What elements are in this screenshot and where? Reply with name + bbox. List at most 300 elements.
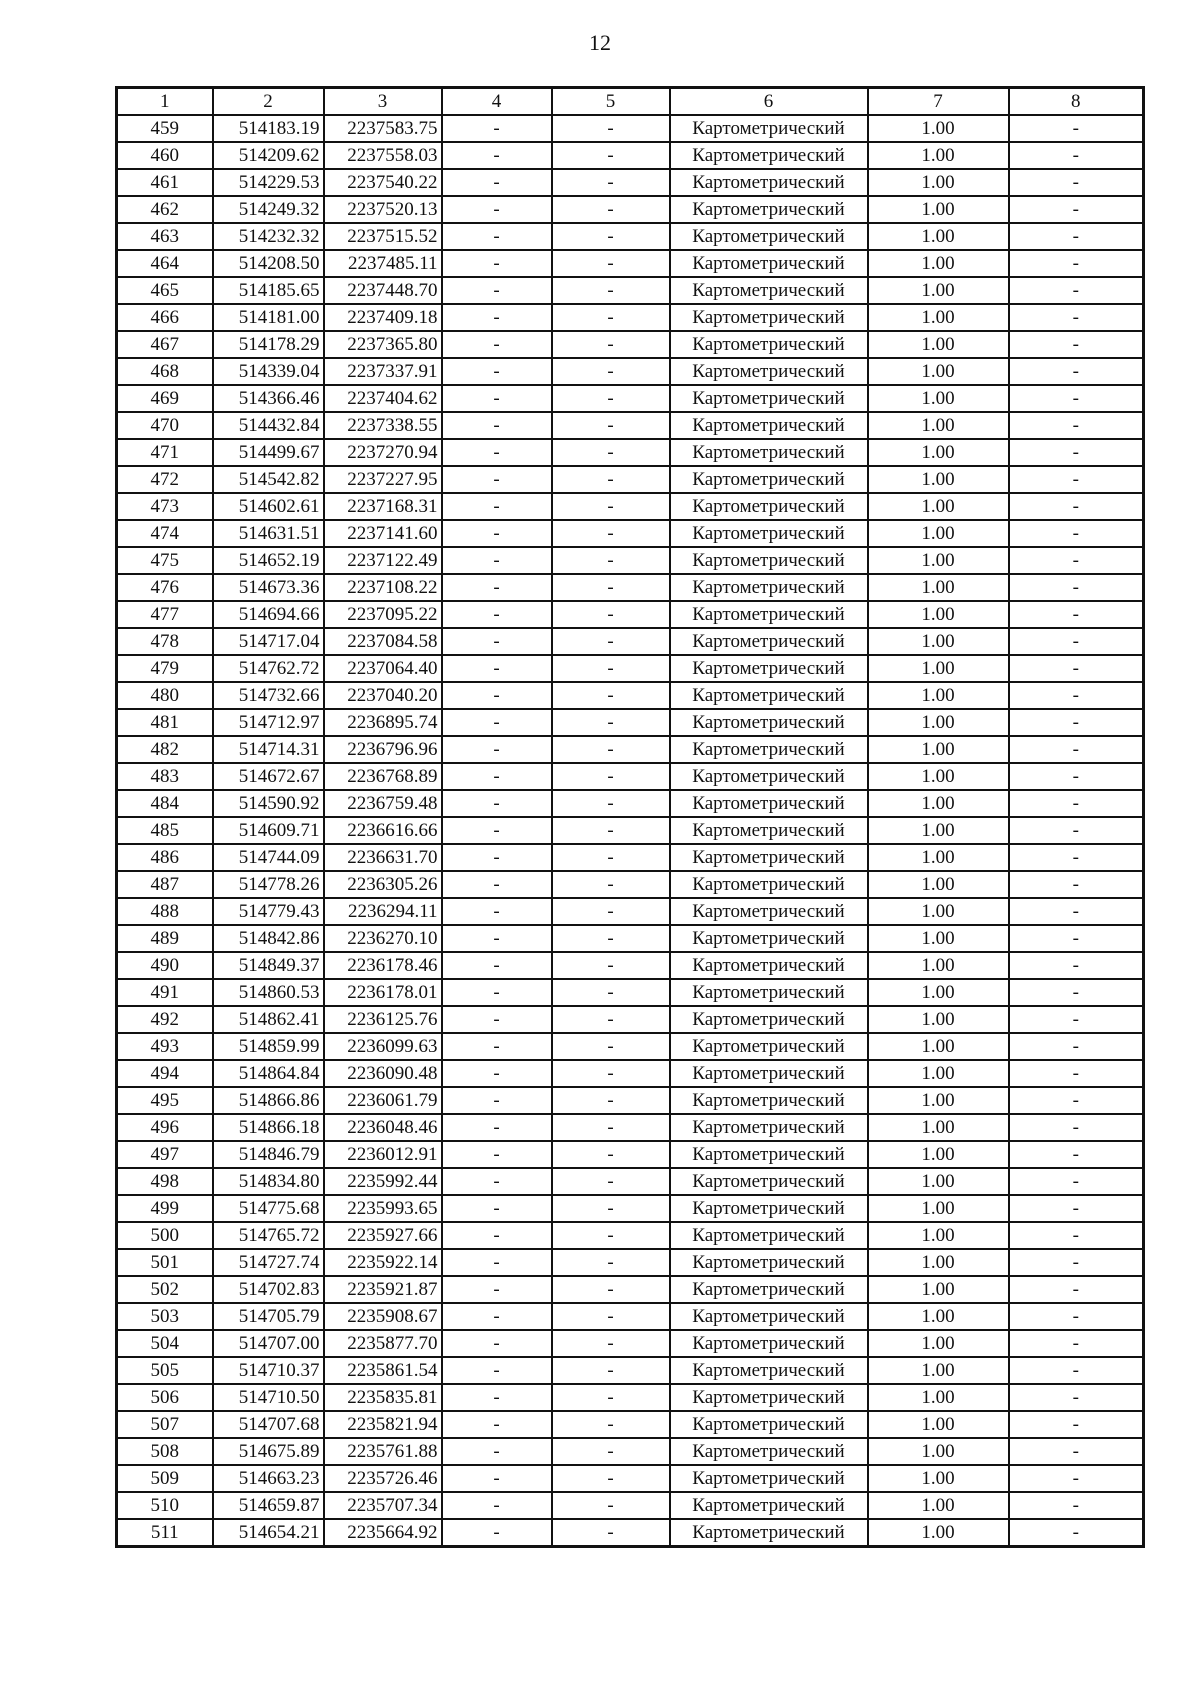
table-row xyxy=(117,1060,1144,1087)
col5-cell: - xyxy=(552,1087,670,1114)
col8-cell: - xyxy=(1009,655,1144,682)
header-cell-3: 3 xyxy=(324,88,442,116)
x-coordinate-cell: 514702.83 xyxy=(213,1276,324,1303)
accuracy-cell: 1.00 xyxy=(868,1249,1009,1276)
method-cell: Картометрический xyxy=(670,1141,868,1168)
y-coordinate-cell: 2236768.89 xyxy=(324,763,442,790)
point-number-cell: 494 xyxy=(117,1060,213,1087)
method-cell: Картометрический xyxy=(670,1168,868,1195)
y-coordinate-cell: 2236125.76 xyxy=(324,1006,442,1033)
table-row xyxy=(117,277,1144,304)
col8-cell: - xyxy=(1009,1114,1144,1141)
table-row xyxy=(117,250,1144,277)
accuracy-cell: 1.00 xyxy=(868,142,1009,169)
y-coordinate-cell: 2235861.54 xyxy=(324,1357,442,1384)
y-coordinate-cell: 2237122.49 xyxy=(324,547,442,574)
x-coordinate-cell: 514778.26 xyxy=(213,871,324,898)
accuracy-cell: 1.00 xyxy=(868,1168,1009,1195)
col4-cell: - xyxy=(442,1465,552,1492)
col8-cell: - xyxy=(1009,1168,1144,1195)
point-number-cell: 469 xyxy=(117,385,213,412)
table-row xyxy=(117,763,1144,790)
col8-cell: - xyxy=(1009,520,1144,547)
accuracy-cell: 1.00 xyxy=(868,871,1009,898)
table-row xyxy=(117,1249,1144,1276)
col5-cell: - xyxy=(552,196,670,223)
y-coordinate-cell: 2236631.70 xyxy=(324,844,442,871)
table-row xyxy=(117,574,1144,601)
col4-cell: - xyxy=(442,250,552,277)
col5-cell: - xyxy=(552,223,670,250)
col5-cell: - xyxy=(552,925,670,952)
table-row xyxy=(117,682,1144,709)
x-coordinate-cell: 514672.67 xyxy=(213,763,324,790)
col8-cell: - xyxy=(1009,142,1144,169)
x-coordinate-cell: 514705.79 xyxy=(213,1303,324,1330)
method-cell: Картометрический xyxy=(670,1249,868,1276)
table-row xyxy=(117,1276,1144,1303)
accuracy-cell: 1.00 xyxy=(868,466,1009,493)
col5-cell: - xyxy=(552,655,670,682)
x-coordinate-cell: 514366.46 xyxy=(213,385,324,412)
x-coordinate-cell: 514602.61 xyxy=(213,493,324,520)
method-cell: Картометрический xyxy=(670,439,868,466)
table-row xyxy=(117,1222,1144,1249)
x-coordinate-cell: 514663.23 xyxy=(213,1465,324,1492)
table-row xyxy=(117,1465,1144,1492)
method-cell: Картометрический xyxy=(670,1276,868,1303)
y-coordinate-cell: 2237141.60 xyxy=(324,520,442,547)
accuracy-cell: 1.00 xyxy=(868,169,1009,196)
method-cell: Картометрический xyxy=(670,574,868,601)
point-number-cell: 509 xyxy=(117,1465,213,1492)
point-number-cell: 482 xyxy=(117,736,213,763)
col5-cell: - xyxy=(552,1006,670,1033)
y-coordinate-cell: 2236061.79 xyxy=(324,1087,442,1114)
method-cell: Картометрический xyxy=(670,196,868,223)
x-coordinate-cell: 514707.68 xyxy=(213,1411,324,1438)
table-row xyxy=(117,1168,1144,1195)
col4-cell: - xyxy=(442,1249,552,1276)
y-coordinate-cell: 2237485.11 xyxy=(324,250,442,277)
col4-cell: - xyxy=(442,817,552,844)
y-coordinate-cell: 2237448.70 xyxy=(324,277,442,304)
col4-cell: - xyxy=(442,979,552,1006)
y-coordinate-cell: 2237365.80 xyxy=(324,331,442,358)
y-coordinate-cell: 2236759.48 xyxy=(324,790,442,817)
method-cell: Картометрический xyxy=(670,547,868,574)
col8-cell: - xyxy=(1009,898,1144,925)
y-coordinate-cell: 2237227.95 xyxy=(324,466,442,493)
col8-cell: - xyxy=(1009,1249,1144,1276)
y-coordinate-cell: 2235664.92 xyxy=(324,1519,442,1547)
method-cell: Картометрический xyxy=(670,169,868,196)
col5-cell: - xyxy=(552,1276,670,1303)
accuracy-cell: 1.00 xyxy=(868,736,1009,763)
table-row xyxy=(117,1141,1144,1168)
col8-cell: - xyxy=(1009,331,1144,358)
method-cell: Картометрический xyxy=(670,1303,868,1330)
point-number-cell: 480 xyxy=(117,682,213,709)
x-coordinate-cell: 514775.68 xyxy=(213,1195,324,1222)
method-cell: Картометрический xyxy=(670,1465,868,1492)
table-row xyxy=(117,331,1144,358)
col5-cell: - xyxy=(552,736,670,763)
point-number-cell: 459 xyxy=(117,115,213,142)
col8-cell: - xyxy=(1009,1384,1144,1411)
method-cell: Картометрический xyxy=(670,682,868,709)
x-coordinate-cell: 514232.32 xyxy=(213,223,324,250)
col4-cell: - xyxy=(442,331,552,358)
col4-cell: - xyxy=(442,1222,552,1249)
table-row xyxy=(117,385,1144,412)
accuracy-cell: 1.00 xyxy=(868,520,1009,547)
point-number-cell: 483 xyxy=(117,763,213,790)
method-cell: Картометрический xyxy=(670,952,868,979)
method-cell: Картометрический xyxy=(670,223,868,250)
table-row xyxy=(117,709,1144,736)
table-row xyxy=(117,547,1144,574)
accuracy-cell: 1.00 xyxy=(868,1519,1009,1547)
col5-cell: - xyxy=(552,763,670,790)
accuracy-cell: 1.00 xyxy=(868,439,1009,466)
table-row xyxy=(117,844,1144,871)
accuracy-cell: 1.00 xyxy=(868,682,1009,709)
table-row xyxy=(117,1438,1144,1465)
x-coordinate-cell: 514834.80 xyxy=(213,1168,324,1195)
table-body xyxy=(117,115,1144,1547)
col8-cell: - xyxy=(1009,574,1144,601)
x-coordinate-cell: 514694.66 xyxy=(213,601,324,628)
x-coordinate-cell: 514710.37 xyxy=(213,1357,324,1384)
method-cell: Картометрический xyxy=(670,655,868,682)
table-row xyxy=(117,1087,1144,1114)
col5-cell: - xyxy=(552,817,670,844)
point-number-cell: 481 xyxy=(117,709,213,736)
col5-cell: - xyxy=(552,682,670,709)
table-row xyxy=(117,1114,1144,1141)
col4-cell: - xyxy=(442,466,552,493)
y-coordinate-cell: 2236048.46 xyxy=(324,1114,442,1141)
method-cell: Картометрический xyxy=(670,358,868,385)
y-coordinate-cell: 2235993.65 xyxy=(324,1195,442,1222)
y-coordinate-cell: 2235922.14 xyxy=(324,1249,442,1276)
point-number-cell: 487 xyxy=(117,871,213,898)
method-cell: Картометрический xyxy=(670,709,868,736)
y-coordinate-cell: 2236099.63 xyxy=(324,1033,442,1060)
col5-cell: - xyxy=(552,1330,670,1357)
x-coordinate-cell: 514779.43 xyxy=(213,898,324,925)
col5-cell: - xyxy=(552,1465,670,1492)
col5-cell: - xyxy=(552,898,670,925)
point-number-cell: 492 xyxy=(117,1006,213,1033)
header-row xyxy=(117,88,1144,116)
col4-cell: - xyxy=(442,1303,552,1330)
point-number-cell: 477 xyxy=(117,601,213,628)
x-coordinate-cell: 514859.99 xyxy=(213,1033,324,1060)
point-number-cell: 510 xyxy=(117,1492,213,1519)
col5-cell: - xyxy=(552,1249,670,1276)
point-number-cell: 508 xyxy=(117,1438,213,1465)
method-cell: Картометрический xyxy=(670,412,868,439)
y-coordinate-cell: 2235835.81 xyxy=(324,1384,442,1411)
col5-cell: - xyxy=(552,439,670,466)
y-coordinate-cell: 2236270.10 xyxy=(324,925,442,952)
col4-cell: - xyxy=(442,790,552,817)
col5-cell: - xyxy=(552,1168,670,1195)
method-cell: Картометрический xyxy=(670,331,868,358)
col8-cell: - xyxy=(1009,1465,1144,1492)
point-number-cell: 467 xyxy=(117,331,213,358)
col8-cell: - xyxy=(1009,412,1144,439)
col5-cell: - xyxy=(552,601,670,628)
x-coordinate-cell: 514673.36 xyxy=(213,574,324,601)
method-cell: Картометрический xyxy=(670,736,868,763)
x-coordinate-cell: 514542.82 xyxy=(213,466,324,493)
col8-cell: - xyxy=(1009,547,1144,574)
y-coordinate-cell: 2237520.13 xyxy=(324,196,442,223)
point-number-cell: 511 xyxy=(117,1519,213,1547)
col5-cell: - xyxy=(552,1195,670,1222)
col8-cell: - xyxy=(1009,169,1144,196)
y-coordinate-cell: 2235992.44 xyxy=(324,1168,442,1195)
x-coordinate-cell: 514499.67 xyxy=(213,439,324,466)
accuracy-cell: 1.00 xyxy=(868,493,1009,520)
col5-cell: - xyxy=(552,385,670,412)
x-coordinate-cell: 514714.31 xyxy=(213,736,324,763)
col5-cell: - xyxy=(552,304,670,331)
accuracy-cell: 1.00 xyxy=(868,1411,1009,1438)
accuracy-cell: 1.00 xyxy=(868,1330,1009,1357)
table-row xyxy=(117,898,1144,925)
y-coordinate-cell: 2237108.22 xyxy=(324,574,442,601)
col8-cell: - xyxy=(1009,304,1144,331)
col4-cell: - xyxy=(442,412,552,439)
page-number: 12 xyxy=(589,30,611,55)
accuracy-cell: 1.00 xyxy=(868,601,1009,628)
method-cell: Картометрический xyxy=(670,1438,868,1465)
accuracy-cell: 1.00 xyxy=(868,952,1009,979)
accuracy-cell: 1.00 xyxy=(868,1060,1009,1087)
x-coordinate-cell: 514590.92 xyxy=(213,790,324,817)
x-coordinate-cell: 514849.37 xyxy=(213,952,324,979)
col5-cell: - xyxy=(552,871,670,898)
header-cell-7: 7 xyxy=(868,88,1009,116)
col8-cell: - xyxy=(1009,277,1144,304)
col8-cell: - xyxy=(1009,493,1144,520)
point-number-cell: 507 xyxy=(117,1411,213,1438)
x-coordinate-cell: 514654.21 xyxy=(213,1519,324,1547)
table-header xyxy=(117,88,1144,116)
col5-cell: - xyxy=(552,1303,670,1330)
method-cell: Картометрический xyxy=(670,304,868,331)
accuracy-cell: 1.00 xyxy=(868,817,1009,844)
col4-cell: - xyxy=(442,844,552,871)
x-coordinate-cell: 514183.19 xyxy=(213,115,324,142)
col8-cell: - xyxy=(1009,1330,1144,1357)
x-coordinate-cell: 514181.00 xyxy=(213,304,324,331)
table-row xyxy=(117,115,1144,142)
point-number-cell: 474 xyxy=(117,520,213,547)
x-coordinate-cell: 514432.84 xyxy=(213,412,324,439)
col5-cell: - xyxy=(552,412,670,439)
point-number-cell: 464 xyxy=(117,250,213,277)
point-number-cell: 466 xyxy=(117,304,213,331)
x-coordinate-cell: 514846.79 xyxy=(213,1141,324,1168)
table-row xyxy=(117,817,1144,844)
point-number-cell: 488 xyxy=(117,898,213,925)
accuracy-cell: 1.00 xyxy=(868,979,1009,1006)
col8-cell: - xyxy=(1009,1357,1144,1384)
x-coordinate-cell: 514631.51 xyxy=(213,520,324,547)
accuracy-cell: 1.00 xyxy=(868,1087,1009,1114)
col4-cell: - xyxy=(442,1033,552,1060)
table-row xyxy=(117,979,1144,1006)
col5-cell: - xyxy=(552,790,670,817)
accuracy-cell: 1.00 xyxy=(868,223,1009,250)
table-row xyxy=(117,1519,1144,1547)
col4-cell: - xyxy=(442,763,552,790)
col8-cell: - xyxy=(1009,979,1144,1006)
method-cell: Картометрический xyxy=(670,1087,868,1114)
x-coordinate-cell: 514842.86 xyxy=(213,925,324,952)
y-coordinate-cell: 2237540.22 xyxy=(324,169,442,196)
x-coordinate-cell: 514727.74 xyxy=(213,1249,324,1276)
point-number-cell: 500 xyxy=(117,1222,213,1249)
col4-cell: - xyxy=(442,223,552,250)
table-row xyxy=(117,1303,1144,1330)
method-cell: Картометрический xyxy=(670,115,868,142)
accuracy-cell: 1.00 xyxy=(868,115,1009,142)
col8-cell: - xyxy=(1009,1303,1144,1330)
col8-cell: - xyxy=(1009,1087,1144,1114)
col8-cell: - xyxy=(1009,223,1144,250)
x-coordinate-cell: 514675.89 xyxy=(213,1438,324,1465)
point-number-cell: 506 xyxy=(117,1384,213,1411)
col8-cell: - xyxy=(1009,844,1144,871)
table-row xyxy=(117,142,1144,169)
method-cell: Картометрический xyxy=(670,979,868,1006)
col8-cell: - xyxy=(1009,1195,1144,1222)
col4-cell: - xyxy=(442,1519,552,1547)
y-coordinate-cell: 2235761.88 xyxy=(324,1438,442,1465)
method-cell: Картометрический xyxy=(670,790,868,817)
table-row xyxy=(117,601,1144,628)
y-coordinate-cell: 2236178.01 xyxy=(324,979,442,1006)
table-row xyxy=(117,1492,1144,1519)
point-number-cell: 503 xyxy=(117,1303,213,1330)
method-cell: Картометрический xyxy=(670,1384,868,1411)
x-coordinate-cell: 514862.41 xyxy=(213,1006,324,1033)
table-row xyxy=(117,196,1144,223)
col8-cell: - xyxy=(1009,817,1144,844)
table-row xyxy=(117,1195,1144,1222)
col8-cell: - xyxy=(1009,709,1144,736)
y-coordinate-cell: 2236616.66 xyxy=(324,817,442,844)
point-number-cell: 493 xyxy=(117,1033,213,1060)
col4-cell: - xyxy=(442,1492,552,1519)
col4-cell: - xyxy=(442,196,552,223)
method-cell: Картометрический xyxy=(670,1519,868,1547)
col4-cell: - xyxy=(442,1006,552,1033)
coordinates-table xyxy=(115,86,1145,1548)
point-number-cell: 479 xyxy=(117,655,213,682)
x-coordinate-cell: 514339.04 xyxy=(213,358,324,385)
y-coordinate-cell: 2237270.94 xyxy=(324,439,442,466)
accuracy-cell: 1.00 xyxy=(868,331,1009,358)
y-coordinate-cell: 2236012.91 xyxy=(324,1141,442,1168)
x-coordinate-cell: 514712.97 xyxy=(213,709,324,736)
col4-cell: - xyxy=(442,115,552,142)
method-cell: Картометрический xyxy=(670,1033,868,1060)
accuracy-cell: 1.00 xyxy=(868,655,1009,682)
accuracy-cell: 1.00 xyxy=(868,790,1009,817)
col8-cell: - xyxy=(1009,196,1144,223)
y-coordinate-cell: 2237409.18 xyxy=(324,304,442,331)
col5-cell: - xyxy=(552,1384,670,1411)
accuracy-cell: 1.00 xyxy=(868,1384,1009,1411)
table-row xyxy=(117,1033,1144,1060)
y-coordinate-cell: 2237583.75 xyxy=(324,115,442,142)
accuracy-cell: 1.00 xyxy=(868,844,1009,871)
point-number-cell: 501 xyxy=(117,1249,213,1276)
col5-cell: - xyxy=(552,1411,670,1438)
x-coordinate-cell: 514866.86 xyxy=(213,1087,324,1114)
accuracy-cell: 1.00 xyxy=(868,1006,1009,1033)
x-coordinate-cell: 514732.66 xyxy=(213,682,324,709)
x-coordinate-cell: 514209.62 xyxy=(213,142,324,169)
col5-cell: - xyxy=(552,1114,670,1141)
accuracy-cell: 1.00 xyxy=(868,1033,1009,1060)
col5-cell: - xyxy=(552,1222,670,1249)
method-cell: Картометрический xyxy=(670,520,868,547)
col8-cell: - xyxy=(1009,466,1144,493)
accuracy-cell: 1.00 xyxy=(868,1276,1009,1303)
col8-cell: - xyxy=(1009,628,1144,655)
point-number-cell: 475 xyxy=(117,547,213,574)
col4-cell: - xyxy=(442,1060,552,1087)
accuracy-cell: 1.00 xyxy=(868,1303,1009,1330)
col5-cell: - xyxy=(552,331,670,358)
col4-cell: - xyxy=(442,358,552,385)
col8-cell: - xyxy=(1009,736,1144,763)
col8-cell: - xyxy=(1009,1006,1144,1033)
method-cell: Картометрический xyxy=(670,763,868,790)
col4-cell: - xyxy=(442,1114,552,1141)
accuracy-cell: 1.00 xyxy=(868,628,1009,655)
x-coordinate-cell: 514208.50 xyxy=(213,250,324,277)
accuracy-cell: 1.00 xyxy=(868,250,1009,277)
col5-cell: - xyxy=(552,115,670,142)
accuracy-cell: 1.00 xyxy=(868,385,1009,412)
table-row xyxy=(117,655,1144,682)
col4-cell: - xyxy=(442,574,552,601)
col4-cell: - xyxy=(442,1357,552,1384)
table-row xyxy=(117,304,1144,331)
table-row xyxy=(117,1384,1144,1411)
point-number-cell: 485 xyxy=(117,817,213,844)
table-row xyxy=(117,412,1144,439)
col8-cell: - xyxy=(1009,439,1144,466)
col8-cell: - xyxy=(1009,1519,1144,1547)
accuracy-cell: 1.00 xyxy=(868,196,1009,223)
col8-cell: - xyxy=(1009,115,1144,142)
y-coordinate-cell: 2237168.31 xyxy=(324,493,442,520)
x-coordinate-cell: 514609.71 xyxy=(213,817,324,844)
method-cell: Картометрический xyxy=(670,817,868,844)
col4-cell: - xyxy=(442,304,552,331)
table-row xyxy=(117,520,1144,547)
